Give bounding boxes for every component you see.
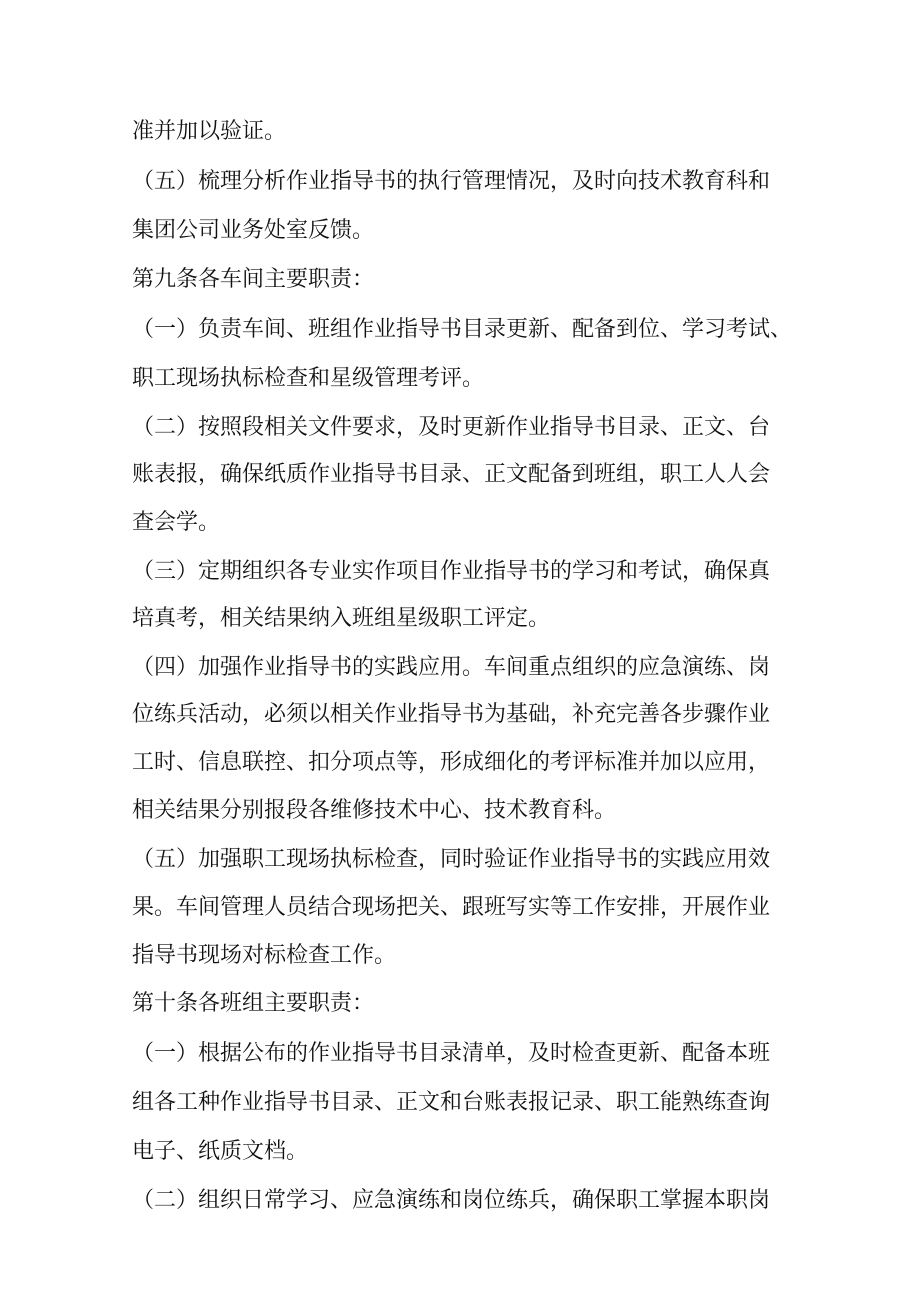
text-line: （二）组织日常学习、应急演练和岗位练兵，确保职工掌握本职岗 — [132, 1188, 771, 1213]
text-line: 指导书现场对标检查工作。 — [132, 943, 397, 968]
text-line: （五）梳理分析作业指导书的执行管理情况，及时向技术教育科和 — [132, 169, 771, 194]
text-line: 职工现场执标检查和星级管理考评。 — [132, 366, 485, 391]
text-line: （五）加强职工现场执标检查，同时验证作业指导书的实践应用效 — [132, 847, 771, 872]
text-line: （一）负责车间、班组作业指导书目录更新、配备到位、学习考试、 — [132, 317, 793, 342]
text-line: 集团公司业务处室反馈。 — [132, 218, 375, 243]
text-line: 相关结果分别报段各维修技术中心、技术教育科。 — [132, 798, 617, 823]
text-line: （三）定期组织各专业实作项目作业指导书的学习和考试，确保真 — [132, 559, 771, 584]
text-line: 准并加以验证。 — [132, 119, 287, 144]
text-line: 电子、纸质文档。 — [132, 1139, 309, 1164]
text-line: （四）加强作业指导书的实践应用。车间重点组织的应急演练、岗 — [132, 655, 771, 680]
text-line: 培真考，相关结果纳入班组星级职工评定。 — [132, 606, 551, 631]
text-line: （一）根据公布的作业指导书目录清单，及时检查更新、配备本班 — [132, 1041, 771, 1066]
text-line: 组各工种作业指导书目录、正文和台账表报记录、职工能熟练查询 — [132, 1090, 771, 1115]
section-heading: 第九条各车间主要职责： — [132, 267, 375, 292]
text-line: 位练兵活动，必须以相关作业指导书为基础，补充完善各步骤作业 — [132, 702, 771, 727]
text-line: （二）按照段相关文件要求，及时更新作业指导书目录、正文、台 — [132, 415, 771, 440]
text-line: 查会学。 — [132, 510, 221, 535]
section-heading: 第十条各班组主要职责： — [132, 991, 375, 1016]
text-line: 工时、信息联控、扣分项点等，形成细化的考评标准并加以应用， — [132, 750, 771, 775]
text-line: 果。车间管理人员结合现场把关、跟班写实等工作安排，开展作业 — [132, 895, 771, 920]
text-line: 账表报，确保纸质作业指导书目录、正文配备到班组，职工人人会 — [132, 462, 771, 487]
